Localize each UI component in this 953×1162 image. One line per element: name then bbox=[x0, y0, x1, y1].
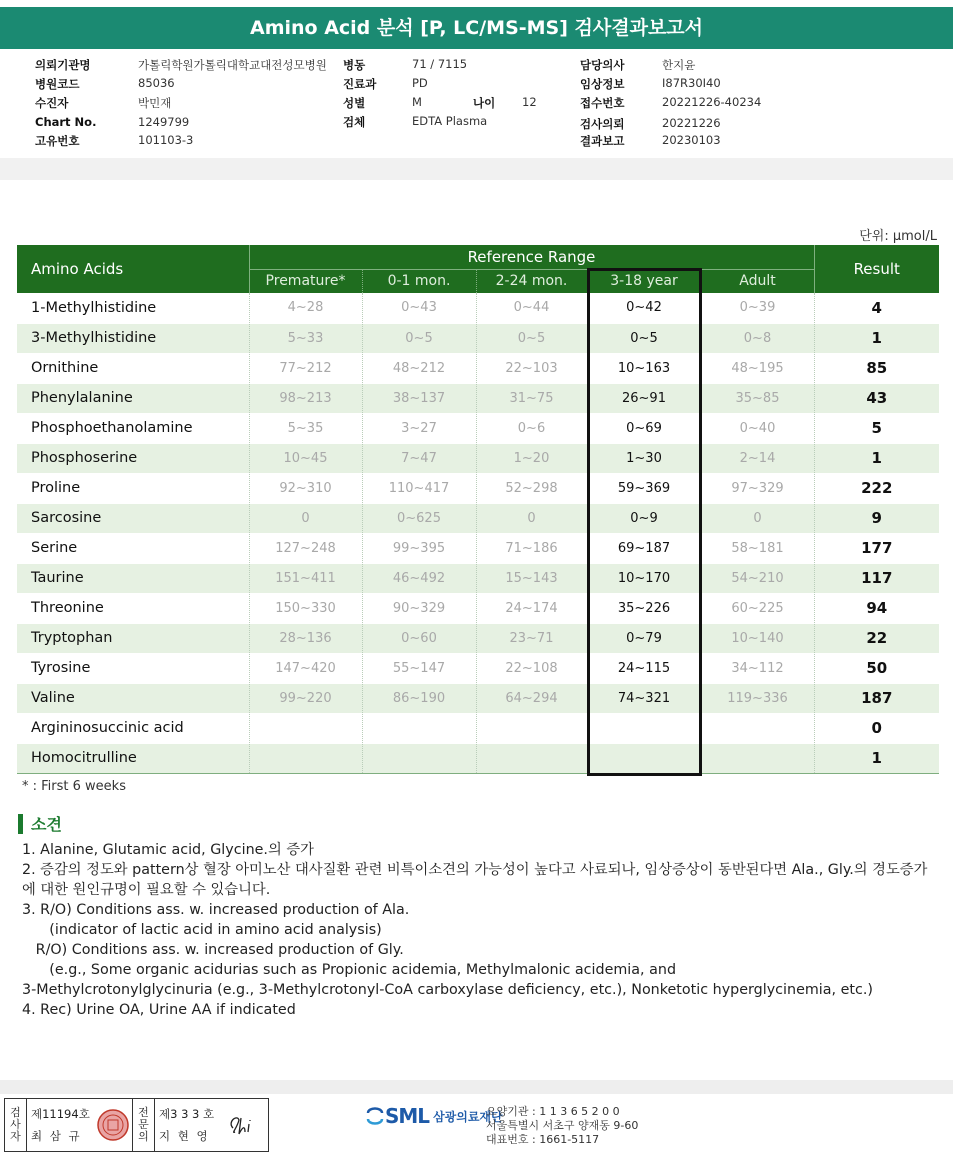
result-value: 85 bbox=[814, 353, 939, 383]
result-value: 222 bbox=[814, 473, 939, 503]
amino-acid-name: Serine bbox=[17, 533, 249, 563]
finding-line: (e.g., Some organic acidurias such as Propionic acidemia, Methylmalonic acidemia, and bbox=[22, 962, 677, 978]
result-value: 9 bbox=[814, 503, 939, 533]
logo-abbr: SML bbox=[385, 1104, 430, 1128]
signature-stamp bbox=[4, 1098, 269, 1152]
ref-0-1-mon: 90~329 bbox=[362, 593, 476, 623]
ref-0-1-mon: 46~492 bbox=[362, 563, 476, 593]
finding-line: 3-Methylcrotonylglycinuria (e.g., 3-Methylcrotonyl-CoA carboxylase deficiency, etc.), Nonketotic hyperglycinemia, etc.) bbox=[22, 982, 873, 998]
findings-title: 소견 bbox=[31, 815, 62, 834]
signature-icon bbox=[221, 1099, 265, 1151]
ref-premature: 5~33 bbox=[249, 323, 362, 353]
ref-0-1-mon: 110~417 bbox=[362, 473, 476, 503]
result-value: 177 bbox=[814, 533, 939, 563]
ref-2-24-mon bbox=[476, 713, 587, 743]
ref-adult: 58~181 bbox=[701, 533, 814, 563]
ref-premature bbox=[249, 743, 362, 773]
ref-0-1-mon: 38~137 bbox=[362, 383, 476, 413]
examiner-info bbox=[27, 1099, 93, 1151]
code-label: 병원코드 bbox=[35, 77, 80, 91]
ref-2-24-mon: 71~186 bbox=[476, 533, 587, 563]
ref-adult: 0 bbox=[701, 503, 814, 533]
examiner-number: 제11194호 bbox=[31, 1107, 90, 1121]
contact-phone: 대표번호 : 1661-5117 bbox=[486, 1133, 600, 1146]
ref-3-18-year: 35~226 bbox=[587, 593, 701, 623]
amino-acid-name: Ornithine bbox=[17, 353, 249, 383]
ref-adult: 60~225 bbox=[701, 593, 814, 623]
table-row bbox=[17, 323, 939, 353]
receipt-value: 20221226-40234 bbox=[662, 95, 762, 109]
result-value: 187 bbox=[814, 683, 939, 713]
lab-contact bbox=[486, 1105, 638, 1147]
specimen-label: 검체 bbox=[343, 115, 366, 129]
patient-label: 수진자 bbox=[35, 96, 69, 110]
ref-2-24-mon: 15~143 bbox=[476, 563, 587, 593]
table-row bbox=[17, 353, 939, 383]
specialist-char: 의 bbox=[138, 1130, 149, 1143]
ref-premature: 127~248 bbox=[249, 533, 362, 563]
chart-value: 1249799 bbox=[138, 115, 190, 129]
contact-address: 서울특별시 서초구 양재동 9-60 bbox=[486, 1119, 639, 1132]
ref-premature: 92~310 bbox=[249, 473, 362, 503]
ref-0-1-mon: 55~147 bbox=[362, 653, 476, 683]
result-value: 1 bbox=[814, 743, 939, 773]
ref-premature: 98~213 bbox=[249, 383, 362, 413]
ref-0-1-mon: 0~625 bbox=[362, 503, 476, 533]
sex-label: 성별 bbox=[343, 96, 366, 110]
ref-3-18-year bbox=[587, 743, 701, 773]
ref-premature bbox=[249, 713, 362, 743]
ref-2-24-mon: 0~44 bbox=[476, 293, 587, 323]
result-value: 1 bbox=[814, 443, 939, 473]
doctor-label: 담당의사 bbox=[580, 58, 625, 72]
table-row bbox=[17, 443, 939, 473]
code-value: 85036 bbox=[138, 76, 175, 90]
result-value: 94 bbox=[814, 593, 939, 623]
ref-0-1-mon: 7~47 bbox=[362, 443, 476, 473]
age-value: 12 bbox=[522, 95, 537, 109]
uid-label: 고유번호 bbox=[35, 134, 80, 148]
ref-3-18-year: 10~163 bbox=[587, 353, 701, 383]
ref-2-24-mon: 23~71 bbox=[476, 623, 587, 653]
ref-2-24-mon: 64~294 bbox=[476, 683, 587, 713]
specialist-name: 지 현 영 bbox=[159, 1129, 210, 1143]
ref-adult: 0~39 bbox=[701, 293, 814, 323]
result-value: 1 bbox=[814, 323, 939, 353]
specialist-char: 문 bbox=[138, 1118, 149, 1131]
ref-2-24-mon bbox=[476, 743, 587, 773]
separator-band bbox=[0, 158, 953, 180]
ref-premature: 147~420 bbox=[249, 653, 362, 683]
amino-acid-name: Proline bbox=[17, 473, 249, 503]
ref-2-24-mon: 1~20 bbox=[476, 443, 587, 473]
contact-code: 요양기관 : 1 1 3 6 5 2 0 0 bbox=[486, 1105, 620, 1118]
finding-line: R/O) Conditions ass. w. increased production of Gly. bbox=[22, 942, 404, 958]
ref-adult: 10~140 bbox=[701, 623, 814, 653]
specialist-number: 제3 3 3 호 bbox=[159, 1107, 215, 1121]
ref-0-1-mon bbox=[362, 743, 476, 773]
amino-acid-name: Phenylalanine bbox=[17, 383, 249, 413]
header-reference-range: Reference Range bbox=[249, 245, 814, 269]
unit-label: 단위: μmol/L bbox=[859, 229, 937, 244]
patient-value: 박민재 bbox=[138, 96, 172, 110]
table-row bbox=[17, 683, 939, 713]
receipt-label: 접수번호 bbox=[580, 96, 625, 110]
findings-text bbox=[22, 840, 937, 1020]
ref-adult: 48~195 bbox=[701, 353, 814, 383]
ref-premature: 150~330 bbox=[249, 593, 362, 623]
table-row bbox=[17, 293, 939, 323]
table-row bbox=[17, 563, 939, 593]
ref-3-18-year: 24~115 bbox=[587, 653, 701, 683]
ref-premature: 28~136 bbox=[249, 623, 362, 653]
sex-value: M bbox=[412, 95, 422, 109]
ref-premature: 10~45 bbox=[249, 443, 362, 473]
ref-adult: 0~8 bbox=[701, 323, 814, 353]
ref-premature: 5~35 bbox=[249, 413, 362, 443]
lab-logo bbox=[365, 1104, 503, 1128]
ref-3-18-year: 69~187 bbox=[587, 533, 701, 563]
finding-line: 4. Rec) Urine OA, Urine AA if indicated bbox=[22, 1002, 296, 1018]
report-title: Amino Acid 분석 [P, LC/MS-MS] 검사결과보고서 bbox=[0, 7, 953, 49]
ref-0-1-mon: 0~43 bbox=[362, 293, 476, 323]
ward-label: 병동 bbox=[343, 58, 366, 72]
table-row bbox=[17, 653, 939, 683]
amino-acid-name: Taurine bbox=[17, 563, 249, 593]
ref-3-18-year: 0~69 bbox=[587, 413, 701, 443]
ref-adult: 0~40 bbox=[701, 413, 814, 443]
footnote: * : First 6 weeks bbox=[22, 779, 126, 794]
ref-3-18-year: 59~369 bbox=[587, 473, 701, 503]
table-body bbox=[17, 293, 939, 773]
ref-0-1-mon: 48~212 bbox=[362, 353, 476, 383]
specialist-vertical-label bbox=[133, 1099, 155, 1151]
ref-3-18-year: 1~30 bbox=[587, 443, 701, 473]
uid-value: 101103-3 bbox=[138, 133, 194, 147]
ref-adult: 97~329 bbox=[701, 473, 814, 503]
ref-3-18-year: 26~91 bbox=[587, 383, 701, 413]
ref-2-24-mon: 22~108 bbox=[476, 653, 587, 683]
table-row bbox=[17, 533, 939, 563]
amino-acid-name: Argininosuccinic acid bbox=[17, 713, 249, 743]
header-adult: Adult bbox=[701, 269, 814, 293]
doctor-value: 한지윤 bbox=[662, 58, 696, 72]
result-value: 50 bbox=[814, 653, 939, 683]
specialist-info bbox=[155, 1099, 221, 1151]
hospital-value: 가톨릭학원가톨릭대학교대전성모병원 bbox=[138, 58, 327, 72]
specialist-char: 전 bbox=[138, 1106, 149, 1119]
table-row bbox=[17, 503, 939, 533]
ref-adult: 54~210 bbox=[701, 563, 814, 593]
ref-3-18-year: 0~5 bbox=[587, 323, 701, 353]
logo-mark-icon bbox=[365, 1105, 385, 1127]
ref-premature: 151~411 bbox=[249, 563, 362, 593]
ref-0-1-mon: 0~60 bbox=[362, 623, 476, 653]
ref-2-24-mon: 31~75 bbox=[476, 383, 587, 413]
logo-name: 삼광의료재단 bbox=[433, 1109, 503, 1124]
header-2-24-mon: 2-24 mon. bbox=[476, 269, 587, 293]
table-row bbox=[17, 743, 939, 773]
table-row bbox=[17, 383, 939, 413]
ref-0-1-mon: 99~395 bbox=[362, 533, 476, 563]
result-value: 43 bbox=[814, 383, 939, 413]
header-amino-acids: Amino Acids bbox=[17, 245, 249, 293]
ref-2-24-mon: 22~103 bbox=[476, 353, 587, 383]
ref-adult bbox=[701, 743, 814, 773]
ref-adult: 119~336 bbox=[701, 683, 814, 713]
result-value: 22 bbox=[814, 623, 939, 653]
ref-0-1-mon: 3~27 bbox=[362, 413, 476, 443]
header-result: Result bbox=[814, 245, 939, 293]
header-0-1-mon: 0-1 mon. bbox=[362, 269, 476, 293]
request-label: 검사의뢰 bbox=[580, 117, 625, 131]
ref-3-18-year: 0~42 bbox=[587, 293, 701, 323]
ref-premature: 4~28 bbox=[249, 293, 362, 323]
clinical-value: I87R30I40 bbox=[662, 76, 721, 90]
seal-icon bbox=[93, 1099, 133, 1151]
finding-line: 1. Alanine, Glutamic acid, Glycine.의 증가 bbox=[22, 842, 314, 858]
ref-0-1-mon: 0~5 bbox=[362, 323, 476, 353]
ref-2-24-mon: 24~174 bbox=[476, 593, 587, 623]
ref-3-18-year: 0~79 bbox=[587, 623, 701, 653]
ref-adult: 34~112 bbox=[701, 653, 814, 683]
dept-value: PD bbox=[412, 76, 428, 90]
ref-0-1-mon bbox=[362, 713, 476, 743]
ref-3-18-year: 10~170 bbox=[587, 563, 701, 593]
findings-heading bbox=[18, 812, 62, 835]
amino-acid-name: Homocitrulline bbox=[17, 743, 249, 773]
result-value: 4 bbox=[814, 293, 939, 323]
result-value: 5 bbox=[814, 413, 939, 443]
table-row bbox=[17, 593, 939, 623]
amino-acid-name: Threonine bbox=[17, 593, 249, 623]
examiner-char: 자 bbox=[10, 1130, 21, 1143]
ref-premature: 77~212 bbox=[249, 353, 362, 383]
examiner-vertical-label bbox=[5, 1099, 27, 1151]
ref-3-18-year: 74~321 bbox=[587, 683, 701, 713]
specimen-value: EDTA Plasma bbox=[412, 114, 488, 128]
ref-2-24-mon: 0~6 bbox=[476, 413, 587, 443]
chart-label: Chart No. bbox=[35, 115, 97, 129]
ref-2-24-mon: 52~298 bbox=[476, 473, 587, 503]
amino-acid-table bbox=[17, 245, 939, 774]
clinical-label: 임상정보 bbox=[580, 77, 625, 91]
amino-acid-name: Phosphoserine bbox=[17, 443, 249, 473]
ref-premature: 99~220 bbox=[249, 683, 362, 713]
examiner-char: 검 bbox=[10, 1106, 21, 1119]
report-date-value: 20230103 bbox=[662, 133, 721, 147]
heading-bar bbox=[18, 814, 23, 834]
examiner-char: 사 bbox=[10, 1118, 21, 1131]
ref-2-24-mon: 0 bbox=[476, 503, 587, 533]
amino-acid-name: Sarcosine bbox=[17, 503, 249, 533]
header-premature: Premature* bbox=[249, 269, 362, 293]
report-date-label: 결과보고 bbox=[580, 134, 625, 148]
age-label: 나이 bbox=[473, 96, 496, 110]
finding-line: 3. R/O) Conditions ass. w. increased production of Ala. bbox=[22, 902, 410, 918]
dept-label: 진료과 bbox=[343, 77, 377, 91]
ref-2-24-mon: 0~5 bbox=[476, 323, 587, 353]
ref-3-18-year: 0~9 bbox=[587, 503, 701, 533]
amino-acid-name: Tyrosine bbox=[17, 653, 249, 683]
ref-adult: 2~14 bbox=[701, 443, 814, 473]
header-3-18-year: 3-18 year bbox=[587, 269, 701, 293]
table-row bbox=[17, 473, 939, 503]
table-row bbox=[17, 413, 939, 443]
ref-adult bbox=[701, 713, 814, 743]
amino-acid-name: Phosphoethanolamine bbox=[17, 413, 249, 443]
table-row bbox=[17, 713, 939, 743]
amino-acid-name: Valine bbox=[17, 683, 249, 713]
result-value: 117 bbox=[814, 563, 939, 593]
footer-band bbox=[0, 1080, 953, 1094]
finding-line: 2. 증감의 정도와 pattern상 혈장 아미노산 대사질환 관련 비특이소견의 가능성이 높다고 사료되나, 임상증상이 동반된다면 Ala., Gly.의 경도증가에 대한 원인규명이 필요할 수 있습니다. bbox=[22, 862, 928, 898]
ref-premature: 0 bbox=[249, 503, 362, 533]
finding-line: (indicator of lactic acid in amino acid analysis) bbox=[22, 922, 382, 938]
ref-3-18-year bbox=[587, 713, 701, 743]
table-row bbox=[17, 623, 939, 653]
examiner-name: 최 삼 규 bbox=[31, 1129, 82, 1143]
ref-adult: 35~85 bbox=[701, 383, 814, 413]
ref-0-1-mon: 86~190 bbox=[362, 683, 476, 713]
patient-info bbox=[0, 55, 953, 155]
amino-acid-name: 3-Methylhistidine bbox=[17, 323, 249, 353]
amino-acid-name: 1-Methylhistidine bbox=[17, 293, 249, 323]
amino-acid-name: Tryptophan bbox=[17, 623, 249, 653]
hospital-label: 의뢰기관명 bbox=[35, 58, 91, 72]
request-value: 20221226 bbox=[662, 116, 721, 130]
result-value: 0 bbox=[814, 713, 939, 743]
ward-value: 71 / 7115 bbox=[412, 57, 468, 71]
